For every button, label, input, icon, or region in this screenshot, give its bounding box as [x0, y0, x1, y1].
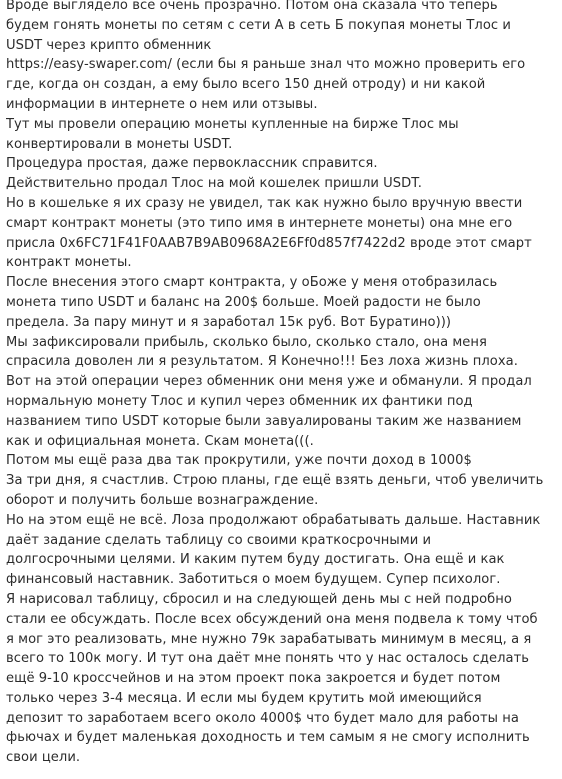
text-line: Действительно продал Тлос на мой кошелек пришли USDT. [6, 176, 422, 192]
text-line: спрасила доволен ли я результатом. Я Конечно!!! Без лоха жизнь плоха. [6, 354, 518, 370]
text-line: названием типо USDT которые были завуалированы таким же названием [6, 413, 522, 429]
text-line: ещё 9-10 кроссчейнов и на этом проект пока закроется и будет потом [6, 671, 501, 687]
text-line: Тут мы провели операцию монеты купленные на бирже Тлос мы [6, 116, 459, 132]
text-line: депозит то заработаем всего около 4000$ что будет мало для работы на [6, 710, 519, 726]
text-line: Потом мы ещё раза два так прокрутили, уже почти доход в 1000$ [6, 453, 472, 469]
text-line: финансовый наставник. Заботиться о моем будущем. Супер психолог. [6, 572, 501, 588]
text-line: монета типо USDT и баланс на 200$ больше. Моей радости не было [6, 294, 481, 310]
text-line: Но в кошельке я их сразу не увидел, так как нужно было вручную ввести [6, 195, 523, 211]
text-line: За три дня, я счастлив. Строю планы, где ещё взять деньги, чтоб увеличить [6, 473, 544, 489]
text-line: Вроде выглядело все очень прозрачно. Потом она сказала что теперь [6, 0, 498, 13]
text-line: как и официальная монета. Скам монета(((. [6, 433, 314, 449]
text-line: предела. За пару минут и я заработал 15к руб. Вот Буратино))) [6, 314, 452, 330]
text-line: оборот и получить больше вознаграждение. [6, 492, 319, 508]
text-line: Процедура простая, даже первоклассник справится. [6, 156, 378, 172]
text-line: После внесения этого смарт контракта, у оБоже у меня отобразилась [6, 275, 498, 291]
text-line: фьючах и будет маленькая доходность и тем самым я не смогу исполнить [6, 730, 530, 746]
text-line: Я нарисовал таблицу, сбросил и на следующей день мы с ней подробно [6, 591, 512, 607]
text-line: стали ее обсуждать. После всех обсуждений она меня подвела к тому чтоб [6, 611, 538, 627]
text-line: конвертировали в монеты USDT. [6, 136, 233, 152]
text-line: нормальную монету Тлос и купил через обменник их фантики под [6, 393, 473, 409]
text-line: свои цели. [6, 750, 81, 766]
text-line: только через 3-4 месяца. И если мы будем крутить мой имеющийся [6, 690, 482, 706]
text-line: USDT через крипто обменник [6, 37, 212, 53]
text-line: Вот на этой операции через обменник они меня уже и обманули. Я продал [6, 374, 532, 390]
text-line-with-link: https://easy-swaper.com/ (если бы я раньше знал что можно проверить его [6, 57, 526, 73]
text-line-contract-address: присла 0x6FC71F41F0AAB7B9AB0968A2E6Ff0d857f7422d2 вроде этот смарт [6, 235, 532, 251]
text-line: контракт монеты. [6, 255, 132, 271]
text-line: Но на этом ещё не всё. Лоза продолжают обрабатывать дальше. Наставник [6, 512, 541, 528]
text-line: даёт задание сделать таблицу со своими краткосрочными и [6, 532, 432, 548]
text-line: всего то 100к могу. И тут она даёт мне понять что у нас осталось сделать [6, 651, 530, 667]
text-line: смарт контракт монеты (это типо имя в интернете монеты) она мне его [6, 215, 513, 231]
text-line: где, когда он создан, а ему было всего 150 дней отроду) и ни какой [6, 77, 486, 93]
text-line: я мог это реализовать, мне нужно 79к зарабатывать минимум в месяц, а я [6, 631, 532, 647]
text-line: Мы зафиксировали прибыль, сколько было, сколько стало, она меня [6, 334, 487, 350]
text-line: информации в интернете о нем или отзывы. [6, 96, 318, 112]
text-line: долгосрочными целями. И каким путем буду достигать. Она ещё и как [6, 552, 505, 568]
text-line: будем гонять монеты по сетям с сети А в сеть Б покупая монеты Тлос и [6, 17, 511, 33]
